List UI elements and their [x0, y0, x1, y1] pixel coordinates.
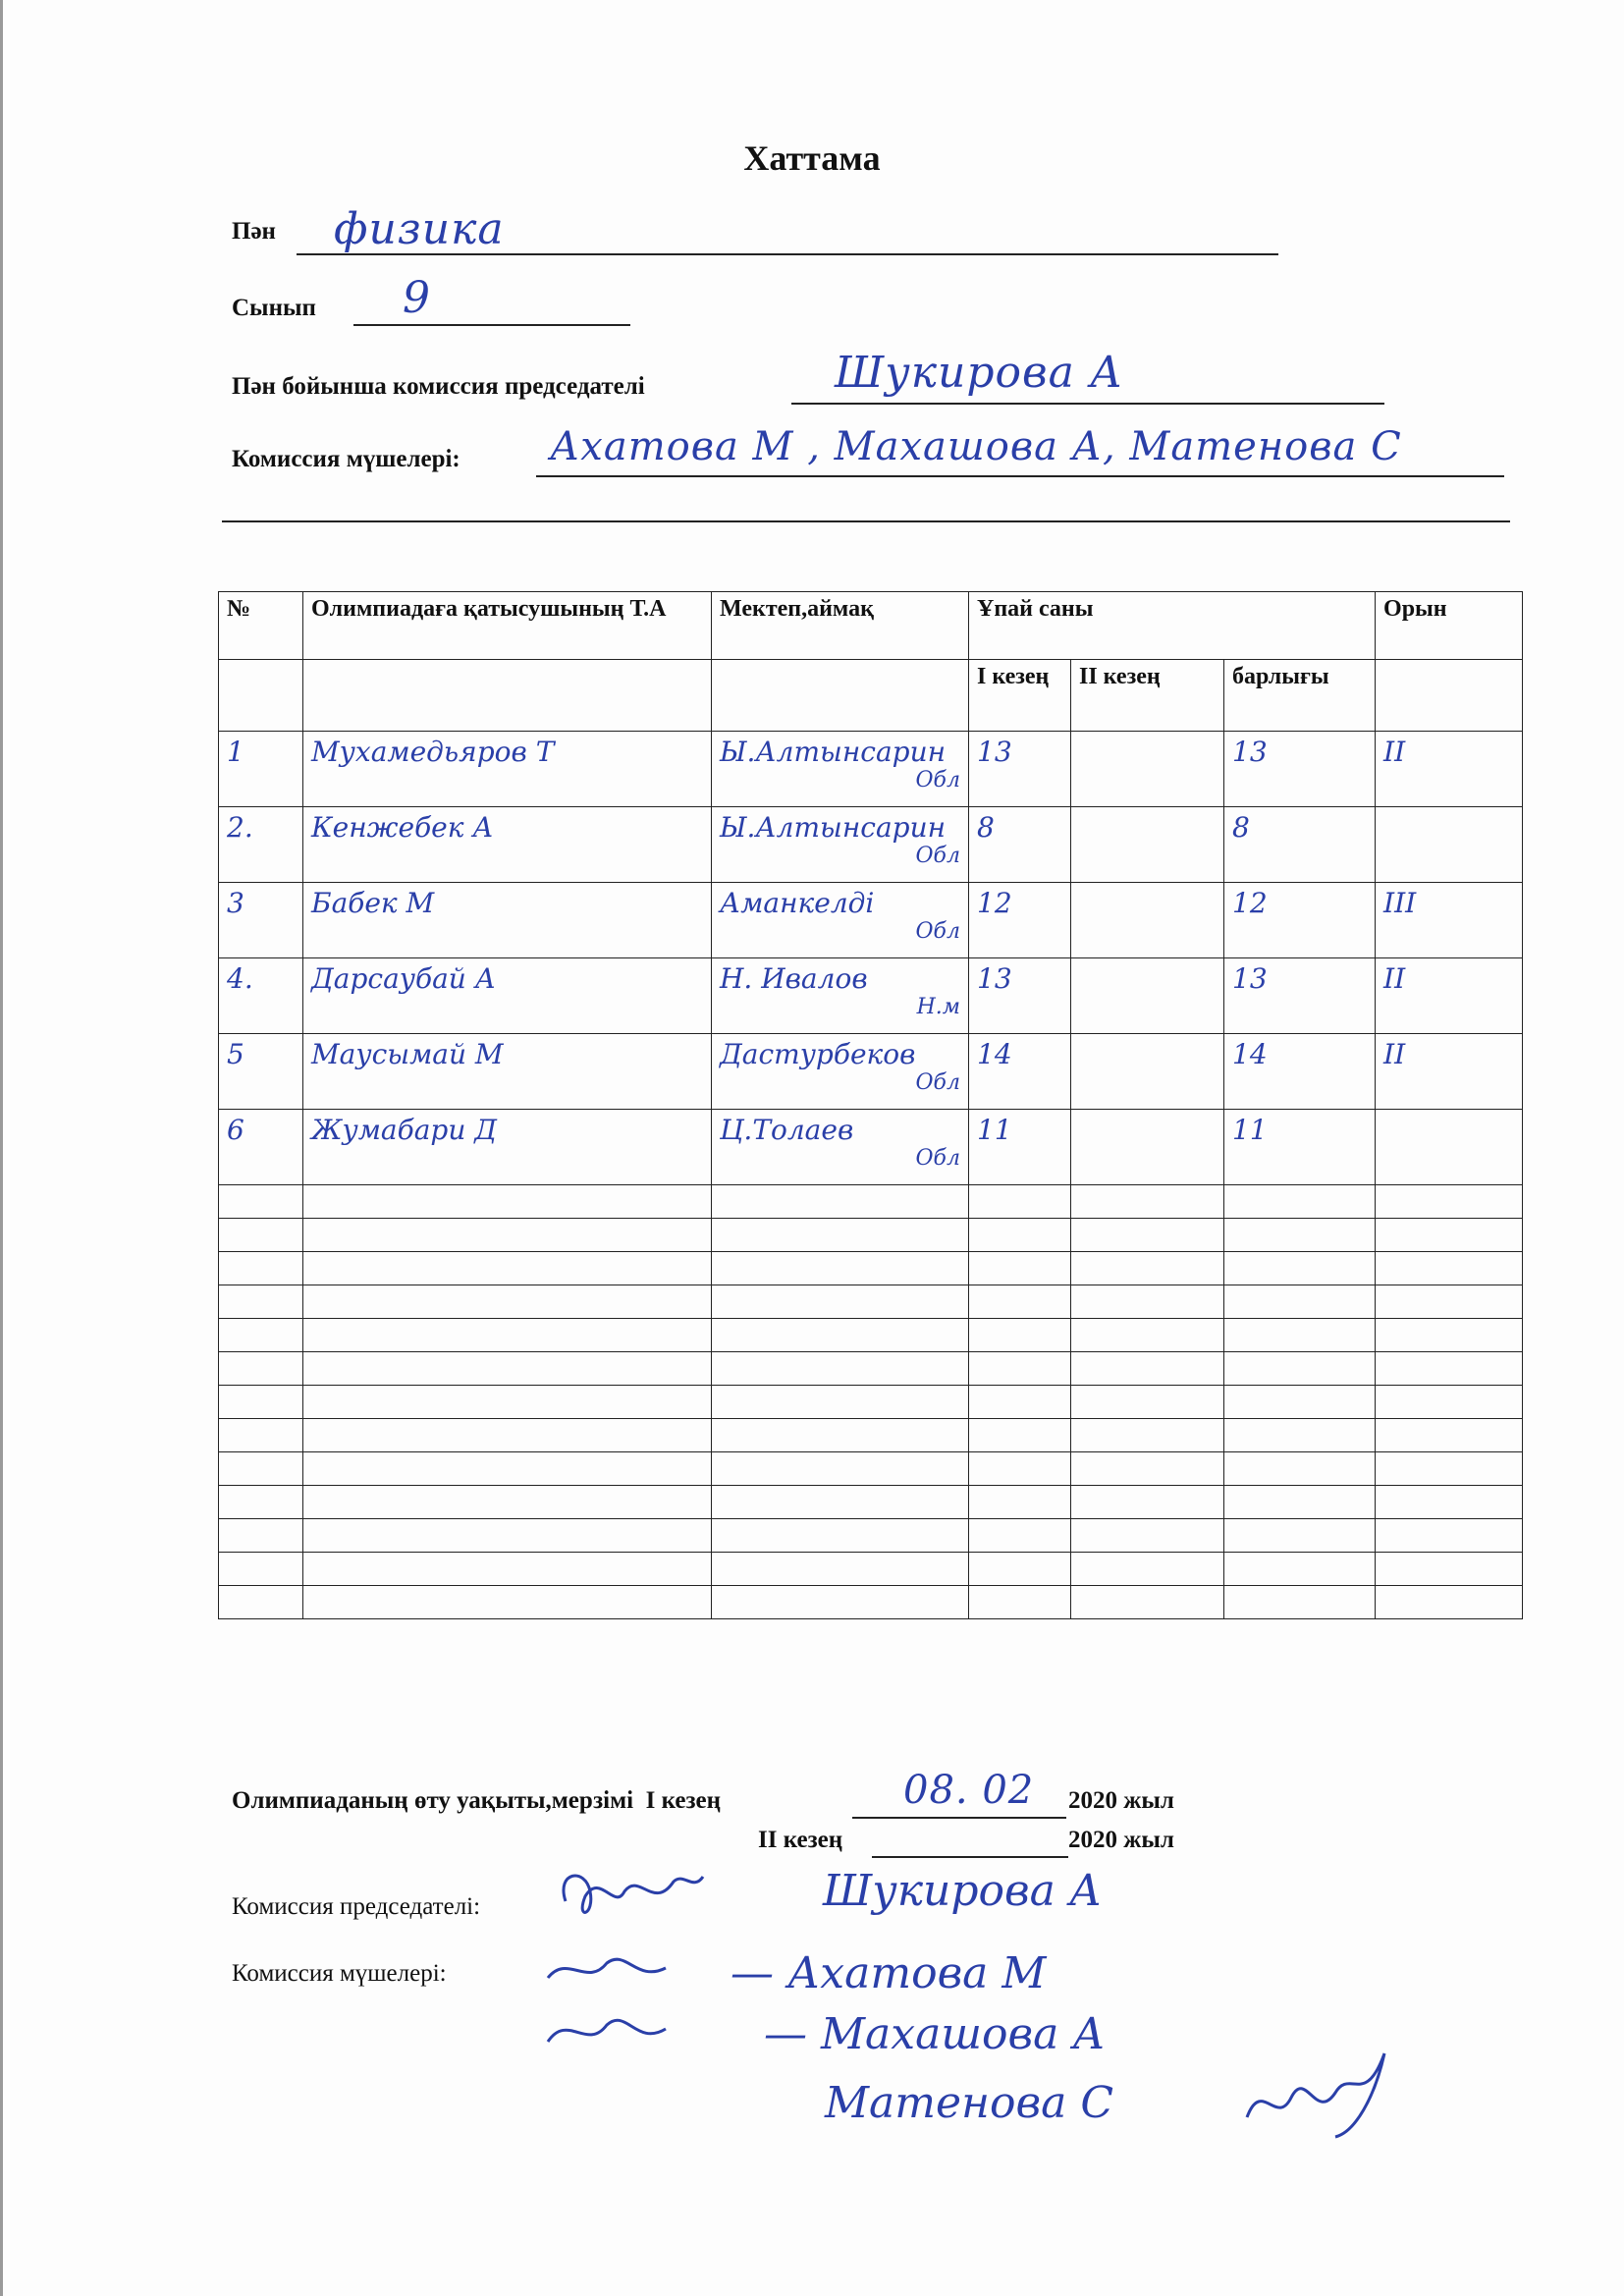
cell-place: III — [1376, 883, 1523, 958]
cell-name: Мухамедьяров Т — [303, 732, 712, 807]
cell-stage2 — [1071, 883, 1224, 958]
table-row-empty — [219, 1252, 1523, 1285]
cell-place: II — [1376, 1034, 1523, 1110]
cell-total: 13 — [1224, 732, 1376, 807]
grade-label: Сынып — [232, 295, 316, 321]
cell-stage1: 14 — [969, 1034, 1071, 1110]
cell-stage1: 13 — [969, 732, 1071, 807]
cell-total: 8 — [1224, 807, 1376, 883]
cell-num: 2. — [219, 807, 303, 883]
cell-school: Аманкелді Обл — [712, 883, 969, 958]
cell-stage2 — [1071, 958, 1224, 1034]
cell-total: 13 — [1224, 958, 1376, 1034]
cell-place: II — [1376, 958, 1523, 1034]
dates-line-1 — [232, 1787, 721, 1815]
table-row — [219, 883, 1523, 958]
table-row-empty — [219, 1586, 1523, 1619]
chair-label: Пән бойынша комиссия председателі — [232, 373, 645, 400]
table-row-empty — [219, 1219, 1523, 1252]
header-total: барлығы — [1224, 660, 1376, 732]
page-edge — [0, 0, 3, 2296]
footer-member-3: Матенова С — [825, 2078, 1114, 2128]
stage2-year: 2020 жыл — [1068, 1827, 1174, 1853]
header-stage2: II кезең — [1071, 660, 1224, 732]
table-body — [219, 732, 1523, 1185]
header-place: Орын — [1376, 592, 1523, 660]
cell-place: II — [1376, 732, 1523, 807]
cell-region: Обл — [915, 1146, 960, 1171]
table-row-empty — [219, 1486, 1523, 1519]
table-row — [219, 958, 1523, 1034]
cell-num: 3 — [219, 883, 303, 958]
header-score: Ұпай саны — [969, 592, 1376, 660]
chair-signature — [546, 1862, 713, 1941]
cell-region: Обл — [915, 768, 960, 793]
cell-place — [1376, 1110, 1523, 1185]
table-empty-rows — [219, 1185, 1523, 1619]
cell-total: 14 — [1224, 1034, 1376, 1110]
cell-school: Ы.Алтынсарин Обл — [712, 732, 969, 807]
header-name: Олимпиадаға қатысушының Т.А — [303, 592, 712, 660]
table-row-empty — [219, 1185, 1523, 1219]
cell-num: 5 — [219, 1034, 303, 1110]
footer-member-2: — Махашова А — [764, 2009, 1106, 2059]
table-subheader-row — [219, 660, 1523, 732]
footer-members-label: Комиссия мүшелері: — [232, 1960, 447, 1987]
cell-total: 12 — [1224, 883, 1376, 958]
subject-value: физика — [334, 204, 505, 254]
table-row-empty — [219, 1452, 1523, 1486]
cell-stage2 — [1071, 732, 1224, 807]
chair-underline — [791, 403, 1384, 405]
cell-stage2 — [1071, 807, 1224, 883]
cell-num: 4. — [219, 958, 303, 1034]
stage2-date-underline — [872, 1856, 1068, 1858]
table-row-empty — [219, 1285, 1523, 1319]
table-row — [219, 807, 1523, 883]
table-row-empty — [219, 1519, 1523, 1553]
stage2-label: II кезең — [758, 1827, 843, 1853]
cell-stage2 — [1071, 1110, 1224, 1185]
header-stage1: I кезең — [969, 660, 1071, 732]
chair-value: Шукирова А — [835, 348, 1124, 398]
table-row — [219, 1034, 1523, 1110]
footer-chair-label: Комиссия председателі: — [232, 1893, 481, 1920]
cell-stage1: 11 — [969, 1110, 1071, 1185]
members-underline — [536, 475, 1504, 477]
cell-school: Н. Ивалов Н.м — [712, 958, 969, 1034]
footer-member-1: — Ахатова М — [731, 1948, 1047, 1998]
stage1-label: I кезең — [645, 1787, 721, 1814]
header-num: № — [219, 592, 303, 660]
cell-stage1: 8 — [969, 807, 1071, 883]
cell-region: Обл — [915, 844, 960, 868]
cell-school: Ы.Алтынсарин Обл — [712, 807, 969, 883]
table-row-empty — [219, 1386, 1523, 1419]
table-row-empty — [219, 1319, 1523, 1352]
table-row — [219, 732, 1523, 807]
table-row-empty — [219, 1352, 1523, 1386]
cell-num: 1 — [219, 732, 303, 807]
cell-school: Дастурбеков Обл — [712, 1034, 969, 1110]
cell-stage1: 12 — [969, 883, 1071, 958]
footer-chair-name: Шукирова А — [823, 1866, 1103, 1916]
members-underline-2 — [222, 520, 1510, 522]
cell-name: Маусымай М — [303, 1034, 712, 1110]
cell-school: Ц.Толаев Обл — [712, 1110, 969, 1185]
grade-underline — [353, 324, 630, 326]
member-signatures — [538, 1948, 715, 2076]
cell-name: Дарсаубай А — [303, 958, 712, 1034]
table-row-empty — [219, 1553, 1523, 1586]
cell-stage1: 13 — [969, 958, 1071, 1034]
cell-stage2 — [1071, 1034, 1224, 1110]
table-row-empty — [219, 1419, 1523, 1452]
stage1-date: 08. 02 — [903, 1768, 1035, 1813]
table-row — [219, 1110, 1523, 1185]
cell-name: Бабек М — [303, 883, 712, 958]
subject-label: Пән — [232, 218, 276, 245]
cell-name: Жумабари Д — [303, 1110, 712, 1185]
member3-signature — [1237, 2039, 1414, 2147]
cell-region: Обл — [915, 1070, 960, 1095]
header-school: Мектеп,аймақ — [712, 592, 969, 660]
table-header-row — [219, 592, 1523, 660]
cell-region: Обл — [915, 919, 960, 944]
page-title: Хаттама — [743, 138, 881, 178]
stage1-year: 2020 жыл — [1068, 1787, 1174, 1814]
cell-total: 11 — [1224, 1110, 1376, 1185]
stage1-date-underline — [852, 1817, 1066, 1819]
members-label: Комиссия мүшелері: — [232, 446, 460, 472]
cell-place — [1376, 807, 1523, 883]
cell-num: 6 — [219, 1110, 303, 1185]
grade-value: 9 — [403, 273, 431, 323]
cell-name: Кенжебек А — [303, 807, 712, 883]
dates-label: Олимпиаданың өту уақыты,мерзімі — [232, 1787, 634, 1814]
cell-region: Н.м — [916, 995, 960, 1019]
protocol-table — [218, 591, 1523, 1619]
members-value: Ахатова М , Махашова А, Матенова С — [550, 424, 1402, 469]
